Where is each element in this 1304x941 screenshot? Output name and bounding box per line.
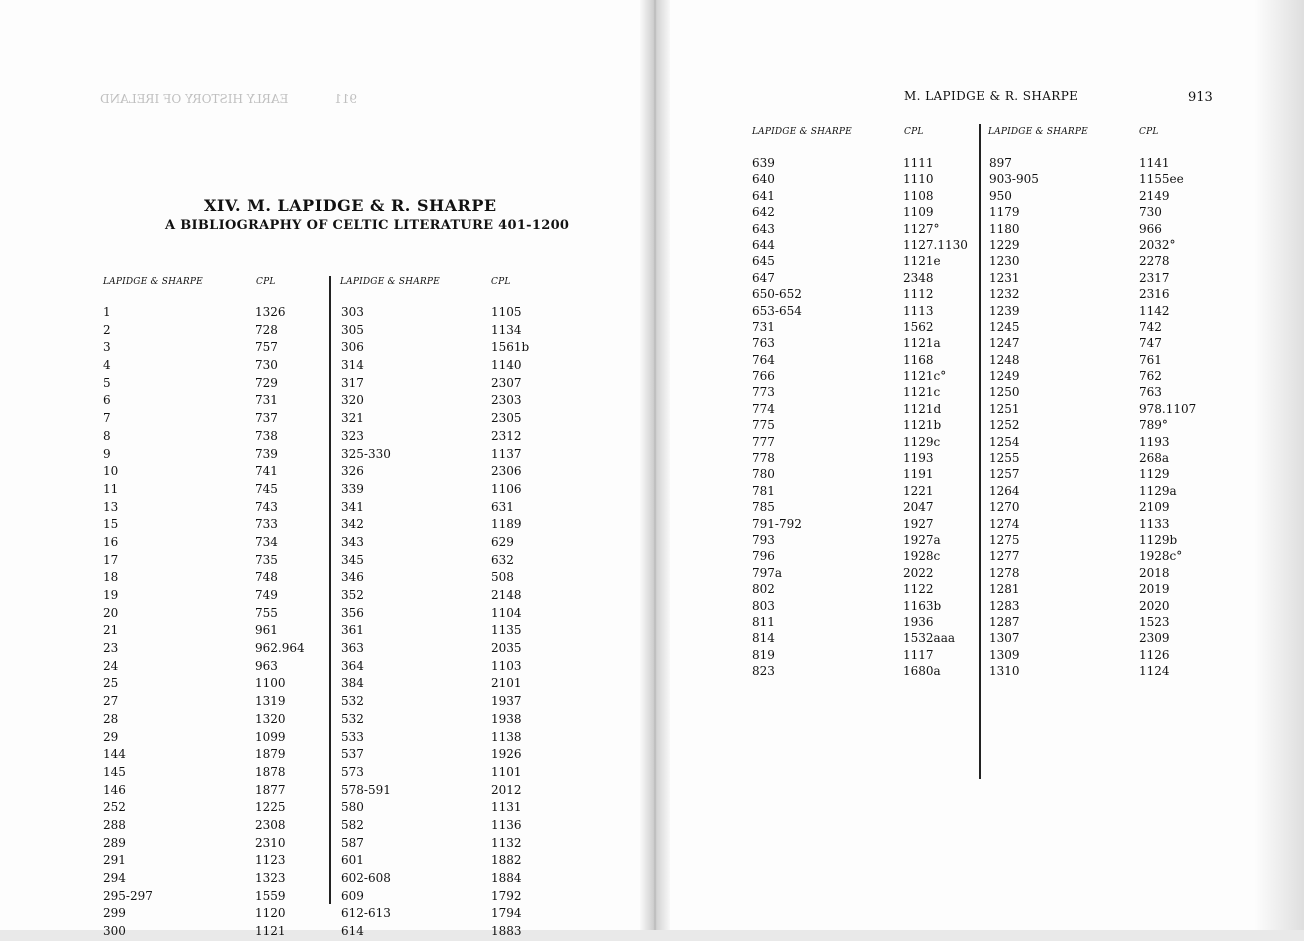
table-cell: 1928c° xyxy=(1139,549,1183,564)
column-header-lapidge-sharpe: LAPIDGE & SHARPE xyxy=(752,127,852,137)
table-cell: 15 xyxy=(103,517,119,532)
table-cell: 1106 xyxy=(491,481,522,496)
table-cell: 1792 xyxy=(491,888,522,903)
table-cell: 1117 xyxy=(903,647,934,662)
table-cell: 582 xyxy=(341,817,364,832)
table-cell: 342 xyxy=(341,517,364,532)
table-cell: 775 xyxy=(752,418,775,433)
table-cell: 963 xyxy=(255,658,278,673)
table-cell: 2305 xyxy=(491,411,522,426)
table-cell: 145 xyxy=(103,764,126,779)
table-cell: 268a xyxy=(1139,451,1170,466)
table-cell: 643 xyxy=(752,221,775,236)
table-cell: 1275 xyxy=(989,532,1020,547)
table-cell: 363 xyxy=(341,641,364,656)
running-head: M. LAPIDGE & R. SHARPE xyxy=(904,89,1079,103)
table-cell: 743 xyxy=(255,499,278,514)
table-cell: 735 xyxy=(255,552,278,567)
table-cell: 1277 xyxy=(989,549,1020,564)
lapidge-sharpe-column xyxy=(752,155,802,680)
table-cell: 802 xyxy=(752,582,775,597)
table-cell: 644 xyxy=(752,237,775,252)
table-cell: 9 xyxy=(103,446,111,461)
table-cell: 356 xyxy=(341,605,364,620)
table-cell: 29 xyxy=(103,729,119,744)
column-divider xyxy=(979,124,981,779)
cpl-column xyxy=(903,155,968,680)
table-cell: 361 xyxy=(341,623,364,638)
table-cell: 764 xyxy=(752,352,775,367)
table-cell: 961 xyxy=(255,623,278,638)
table-cell: 533 xyxy=(341,729,364,744)
table-cell: 587 xyxy=(341,835,364,850)
table-cell: 1323 xyxy=(255,871,286,885)
table-cell: 1136 xyxy=(491,817,522,832)
table-cell: 730 xyxy=(255,358,278,373)
table-cell: 763 xyxy=(1139,385,1162,400)
table-cell: 17 xyxy=(103,552,119,567)
table-cell: 773 xyxy=(752,385,775,400)
table-cell: 1126 xyxy=(1139,647,1170,662)
table-cell: 631 xyxy=(491,499,514,514)
table-cell: 2018 xyxy=(1139,565,1170,580)
table-cell: 2306 xyxy=(491,464,522,479)
table-cell: 1104 xyxy=(491,605,522,620)
table-cell: 303 xyxy=(341,305,364,319)
table-cell: 8 xyxy=(103,428,111,443)
cpl-column xyxy=(255,304,305,941)
table-cell: 1252 xyxy=(989,418,1020,433)
table-cell: 1141 xyxy=(1139,156,1170,170)
table-cell: 1287 xyxy=(989,614,1020,629)
table-cell: 1532aaa xyxy=(903,631,956,646)
table-cell: 781 xyxy=(752,483,775,498)
table-cell: 742 xyxy=(1139,319,1162,334)
table-cell: 797a xyxy=(752,565,783,580)
left-page xyxy=(0,0,652,939)
table-cell: 734 xyxy=(255,534,278,549)
lapidge-sharpe-column xyxy=(989,155,1039,680)
table-cell: 791-792 xyxy=(752,516,802,531)
table-cell: 1523 xyxy=(1139,614,1170,629)
table-cell: 2148 xyxy=(491,588,522,602)
table-cell: 1131 xyxy=(491,800,522,815)
table-cell: 642 xyxy=(752,205,775,220)
table-cell: 1110 xyxy=(903,172,934,187)
table-cell: 1264 xyxy=(989,483,1020,498)
table-cell: 289 xyxy=(103,835,126,850)
column-header-lapidge-sharpe: LAPIDGE & SHARPE xyxy=(988,127,1088,137)
table-cell: 1191 xyxy=(903,467,934,482)
table-cell: 2310 xyxy=(255,835,286,850)
table-cell: 1927 xyxy=(903,516,934,531)
column-header-lapidge-sharpe: LAPIDGE & SHARPE xyxy=(340,277,440,287)
table-cell: 1877 xyxy=(255,782,286,797)
table-cell: 2348 xyxy=(903,270,934,285)
column-header-cpl: CPL xyxy=(904,127,924,137)
table-cell: 1179 xyxy=(989,205,1020,220)
table-cell: 640 xyxy=(752,172,775,187)
table-cell: 1936 xyxy=(903,614,934,629)
table-cell: 1878 xyxy=(255,764,286,779)
table-cell: 2307 xyxy=(491,375,522,390)
table-cell: 757 xyxy=(255,340,278,355)
table-cell: 294 xyxy=(103,871,126,885)
table-cell: 1251 xyxy=(989,401,1020,416)
table-cell: 341 xyxy=(341,499,364,514)
table-cell: 1928c xyxy=(903,549,941,564)
table-cell: 612-613 xyxy=(341,906,391,921)
table-cell: 1307 xyxy=(989,631,1020,646)
table-cell: 325-330 xyxy=(341,446,391,461)
book-gutter xyxy=(640,0,670,930)
table-cell: 1133 xyxy=(1139,516,1170,531)
table-cell: 1938 xyxy=(491,711,522,726)
table-cell: 144 xyxy=(103,747,126,762)
table-cell: 1163b xyxy=(903,598,942,613)
table-cell: 1122 xyxy=(903,582,934,597)
table-cell: 796 xyxy=(752,549,775,564)
table-cell: 252 xyxy=(103,800,126,815)
page-number: 913 xyxy=(1188,90,1213,105)
table-cell: 1794 xyxy=(491,906,522,921)
table-cell: 314 xyxy=(341,358,364,373)
table-cell: 1140 xyxy=(491,358,522,373)
table-cell: 1180 xyxy=(989,221,1020,236)
table-cell: 2022 xyxy=(903,565,934,580)
table-cell: 345 xyxy=(341,552,364,567)
table-cell: 1326 xyxy=(255,305,286,319)
section-subtitle: A BIBLIOGRAPHY OF CELTIC LITERATURE 401-1200 xyxy=(165,218,570,233)
table-cell: 1250 xyxy=(989,385,1020,400)
table-cell: 641 xyxy=(752,188,775,203)
table-cell: 741 xyxy=(255,464,278,479)
table-cell: 1142 xyxy=(1139,303,1170,318)
table-cell: 811 xyxy=(752,614,775,629)
table-cell: 352 xyxy=(341,588,364,602)
table-cell: 4 xyxy=(103,358,111,373)
table-cell: 2032° xyxy=(1139,237,1176,252)
table-cell: 978.1107 xyxy=(1139,401,1197,416)
table-cell: 1121e xyxy=(903,254,941,269)
table-cell: 1123 xyxy=(255,853,286,868)
table-cell: 897 xyxy=(989,156,1012,170)
table-cell: 803 xyxy=(752,598,775,613)
table-cell: 23 xyxy=(103,641,119,656)
table-cell: 1310 xyxy=(989,664,1020,679)
table-cell: 1927a xyxy=(903,532,941,547)
table-cell: 2035 xyxy=(491,641,522,656)
page-edge-shadow xyxy=(1254,0,1304,930)
table-cell: 2020 xyxy=(1139,598,1170,613)
table-cell: 537 xyxy=(341,747,364,762)
table-cell: 1189 xyxy=(491,517,522,532)
table-cell: 364 xyxy=(341,658,364,673)
table-cell: 321 xyxy=(341,411,364,426)
table-cell: 2047 xyxy=(903,500,934,515)
table-cell: 305 xyxy=(341,322,364,337)
table-cell: 1320 xyxy=(255,711,286,726)
table-cell: 761 xyxy=(1139,352,1162,367)
table-cell: 339 xyxy=(341,481,364,496)
table-cell: 1274 xyxy=(989,516,1020,531)
table-cell: 2101 xyxy=(491,676,522,691)
table-cell: 814 xyxy=(752,631,775,646)
table-cell: 1232 xyxy=(989,287,1020,302)
table-cell: 532 xyxy=(341,694,364,709)
table-cell: 20 xyxy=(103,605,119,620)
table-cell: 1113 xyxy=(903,303,934,318)
table-cell: 1109 xyxy=(903,205,934,220)
table-cell: 19 xyxy=(103,588,119,602)
table-cell: 950 xyxy=(989,188,1012,203)
table-cell: 295-297 xyxy=(103,888,153,903)
table-cell: 1879 xyxy=(255,747,286,762)
table-cell: 1105 xyxy=(491,305,522,319)
table-cell: 1121 xyxy=(255,924,286,939)
table-cell: 21 xyxy=(103,623,119,638)
table-cell: 1247 xyxy=(989,336,1020,351)
table-cell: 1270 xyxy=(989,500,1020,515)
table-cell: 306 xyxy=(341,340,364,355)
table-cell: 819 xyxy=(752,647,775,662)
table-cell: 1134 xyxy=(491,322,522,337)
table-cell: 1155ee xyxy=(1139,172,1184,187)
table-cell: 1127° xyxy=(903,221,940,236)
table-cell: 13 xyxy=(103,499,119,514)
table-cell: 2 xyxy=(103,322,111,337)
table-cell: 1680a xyxy=(903,664,941,679)
table-cell: 2317 xyxy=(1139,270,1170,285)
table-cell: 1 xyxy=(103,305,111,319)
table-cell: 1884 xyxy=(491,871,522,885)
table-cell: 1101 xyxy=(491,764,522,779)
table-cell: 747 xyxy=(1139,336,1162,351)
table-cell: 2012 xyxy=(491,782,522,797)
table-cell: 1249 xyxy=(989,369,1020,384)
column-header-lapidge-sharpe: LAPIDGE & SHARPE xyxy=(103,277,203,287)
table-cell: 508 xyxy=(491,570,514,585)
table-cell: 146 xyxy=(103,782,126,797)
table-cell: 738 xyxy=(255,428,278,443)
table-cell: 1121c xyxy=(903,385,941,400)
table-cell: 903-905 xyxy=(989,172,1039,187)
table-cell: 763 xyxy=(752,336,775,351)
table-cell: 1121b xyxy=(903,418,942,433)
table-cell: 745 xyxy=(255,481,278,496)
table-cell: 24 xyxy=(103,658,119,673)
table-cell: 1121d xyxy=(903,401,942,416)
table-cell: 1225 xyxy=(255,800,286,815)
right-page xyxy=(652,0,1304,930)
table-cell: 1230 xyxy=(989,254,1020,269)
table-cell: 1231 xyxy=(989,270,1020,285)
table-cell: 1937 xyxy=(491,694,522,709)
table-cell: 733 xyxy=(255,517,278,532)
table-cell: 1561b xyxy=(491,340,530,355)
table-cell: 1129c xyxy=(903,434,941,449)
table-cell: 749 xyxy=(255,588,278,602)
table-cell: 326 xyxy=(341,464,364,479)
table-cell: 2309 xyxy=(1139,631,1170,646)
table-cell: 1121c° xyxy=(903,369,947,384)
table-cell: 614 xyxy=(341,924,364,939)
table-cell: 1559 xyxy=(255,888,286,903)
table-cell: 962.964 xyxy=(255,641,305,656)
table-cell: 629 xyxy=(491,534,514,549)
table-cell: 1129 xyxy=(1139,467,1170,482)
table-cell: 785 xyxy=(752,500,775,515)
table-cell: 737 xyxy=(255,411,278,426)
table-cell: 1254 xyxy=(989,434,1020,449)
table-cell: 966 xyxy=(1139,221,1162,236)
table-cell: 323 xyxy=(341,428,364,443)
table-cell: 320 xyxy=(341,393,364,408)
table-cell: 5 xyxy=(103,375,111,390)
table-cell: 2312 xyxy=(491,428,522,443)
column-header-cpl: CPL xyxy=(256,277,276,287)
table-cell: 1248 xyxy=(989,352,1020,367)
table-cell: 755 xyxy=(255,605,278,620)
table-cell: 1281 xyxy=(989,582,1020,597)
table-cell: 7 xyxy=(103,411,111,426)
table-cell: 602-608 xyxy=(341,871,391,885)
table-cell: 731 xyxy=(752,319,775,334)
table-cell: 766 xyxy=(752,369,775,384)
table-cell: 317 xyxy=(341,375,364,390)
table-cell: 1278 xyxy=(989,565,1020,580)
table-cell: 6 xyxy=(103,393,111,408)
table-cell: 1103 xyxy=(491,658,522,673)
table-cell: 1239 xyxy=(989,303,1020,318)
table-cell: 645 xyxy=(752,254,775,269)
table-cell: 18 xyxy=(103,570,119,585)
table-cell: 384 xyxy=(341,676,364,691)
table-cell: 1099 xyxy=(255,729,286,744)
table-cell: 789° xyxy=(1139,418,1168,433)
table-cell: 1137 xyxy=(491,446,522,461)
table-cell: 1138 xyxy=(491,729,522,744)
table-cell: 1112 xyxy=(903,287,934,302)
table-cell: 823 xyxy=(752,664,775,679)
table-cell: 1193 xyxy=(1139,434,1170,449)
table-cell: 1111 xyxy=(903,156,934,170)
table-cell: 1108 xyxy=(903,188,934,203)
table-cell: 1100 xyxy=(255,676,286,691)
table-cell: 25 xyxy=(103,676,119,691)
table-cell: 762 xyxy=(1139,369,1162,384)
section-title: XIV. M. LAPIDGE & R. SHARPE xyxy=(204,196,497,215)
table-cell: 639 xyxy=(752,156,775,170)
table-cell: 774 xyxy=(752,401,775,416)
table-cell: 1129b xyxy=(1139,532,1178,547)
table-cell: 580 xyxy=(341,800,364,815)
table-cell: 1255 xyxy=(989,451,1020,466)
table-cell: 2308 xyxy=(255,817,286,832)
table-cell: 748 xyxy=(255,570,278,585)
table-cell: 1127.1130 xyxy=(903,237,968,252)
lapidge-sharpe-column xyxy=(341,304,391,941)
table-cell: 2316 xyxy=(1139,287,1170,302)
cpl-column xyxy=(491,304,529,941)
table-cell: 27 xyxy=(103,694,119,709)
bleed-through-text: 911 EARLY HISTORY OF IRELAND xyxy=(100,92,358,106)
table-cell: 2149 xyxy=(1139,188,1170,203)
table-cell: 1926 xyxy=(491,747,522,762)
table-cell: 578-591 xyxy=(341,782,391,797)
table-cell: 1309 xyxy=(989,647,1020,662)
table-cell: 739 xyxy=(255,446,278,461)
table-cell: 1168 xyxy=(903,352,934,367)
column-header-cpl: CPL xyxy=(491,277,511,287)
table-cell: 1193 xyxy=(903,451,934,466)
table-cell: 28 xyxy=(103,711,119,726)
table-cell: 647 xyxy=(752,270,775,285)
cpl-column xyxy=(1139,155,1196,680)
table-cell: 730 xyxy=(1139,205,1162,220)
table-cell: 609 xyxy=(341,888,364,903)
table-cell: 1221 xyxy=(903,483,934,498)
table-cell: 299 xyxy=(103,906,126,921)
table-cell: 300 xyxy=(103,924,126,939)
column-header-cpl: CPL xyxy=(1139,127,1159,137)
table-cell: 1882 xyxy=(491,853,522,868)
table-cell: 2278 xyxy=(1139,254,1170,269)
table-cell: 2303 xyxy=(491,393,522,408)
table-cell: 1562 xyxy=(903,319,934,334)
table-cell: 778 xyxy=(752,451,775,466)
table-cell: 1120 xyxy=(255,906,286,921)
table-cell: 1319 xyxy=(255,694,286,709)
table-cell: 291 xyxy=(103,853,126,868)
table-cell: 793 xyxy=(752,532,775,547)
table-cell: 1283 xyxy=(989,598,1020,613)
column-divider xyxy=(329,276,331,904)
table-cell: 653-654 xyxy=(752,303,802,318)
table-cell: 777 xyxy=(752,434,775,449)
table-cell: 10 xyxy=(103,464,119,479)
table-cell: 1121a xyxy=(903,336,941,351)
table-cell: 632 xyxy=(491,552,514,567)
table-cell: 729 xyxy=(255,375,278,390)
table-cell: 1129a xyxy=(1139,483,1177,498)
table-cell: 650-652 xyxy=(752,287,802,302)
table-cell: 532 xyxy=(341,711,364,726)
table-cell: 288 xyxy=(103,817,126,832)
table-cell: 3 xyxy=(103,340,111,355)
table-cell: 2019 xyxy=(1139,582,1170,597)
table-cell: 2109 xyxy=(1139,500,1170,515)
table-cell: 343 xyxy=(341,534,364,549)
table-cell: 731 xyxy=(255,393,278,408)
table-cell: 1883 xyxy=(491,924,522,939)
table-cell: 1135 xyxy=(491,623,522,638)
table-cell: 1257 xyxy=(989,467,1020,482)
table-cell: 1245 xyxy=(989,319,1020,334)
table-cell: 346 xyxy=(341,570,364,585)
lapidge-sharpe-column xyxy=(103,304,153,941)
table-cell: 1229 xyxy=(989,237,1020,252)
table-cell: 1124 xyxy=(1139,664,1170,679)
table-cell: 780 xyxy=(752,467,775,482)
table-cell: 601 xyxy=(341,853,364,868)
table-cell: 573 xyxy=(341,764,364,779)
table-cell: 728 xyxy=(255,322,278,337)
table-cell: 16 xyxy=(103,534,119,549)
table-cell: 1132 xyxy=(491,835,522,850)
table-cell: 11 xyxy=(103,481,119,496)
